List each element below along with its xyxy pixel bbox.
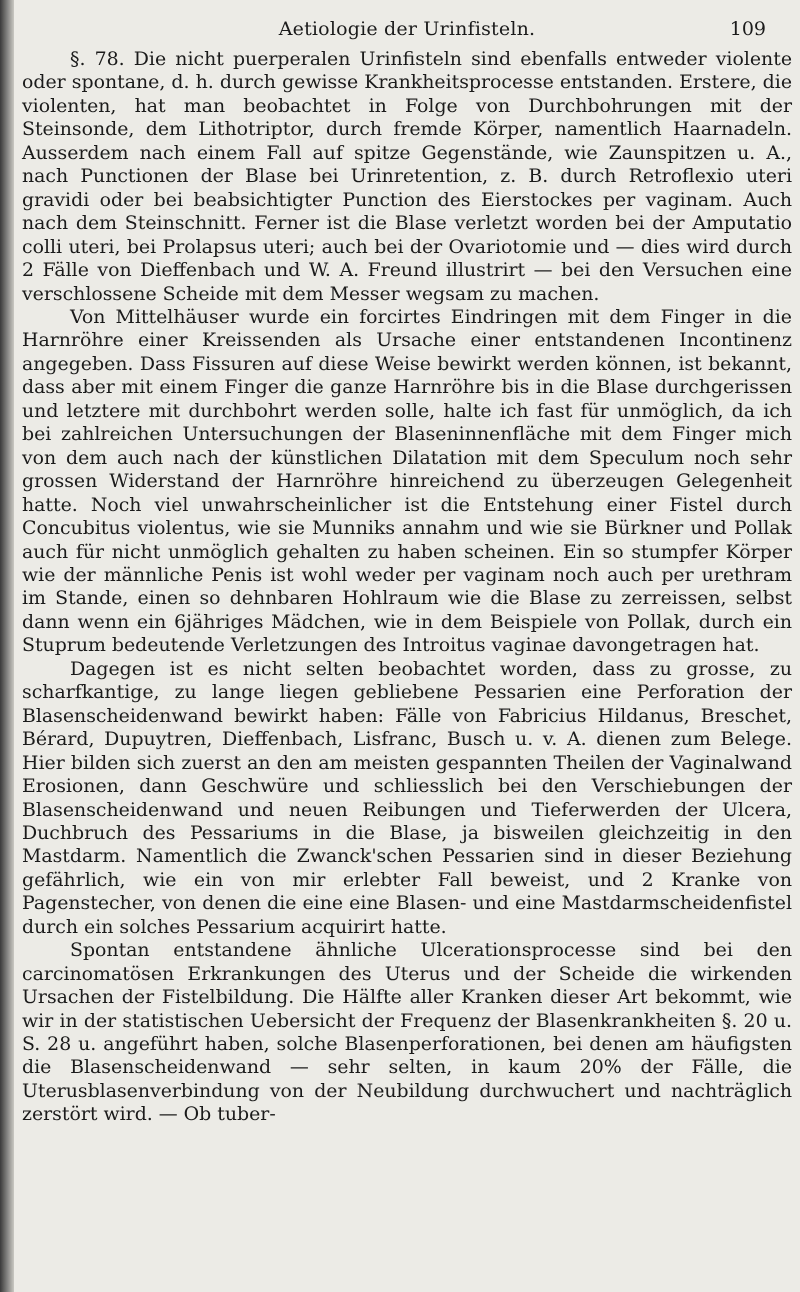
body-text [22, 48, 792, 1127]
paragraph-section-78: §. 78. Die nicht puerperalen Urinfisteln sind ebenfalls entweder violente oder spontane, d. h. durch gewisse Krankheitsprocesse entstanden. Erstere, die violenten, hat man beobachtet in Folge von Durchbohrungen mit der Steinsonde, dem Lithotriptor, durch fremde Körper, namentlich Haarnadeln. Ausserdem nach einem Fall auf spitze Gegenstände, wie Zaunspitzen u. A., nach Punctionen der Blase bei Urinretention, z. B. durch Retroflexio uteri gravidi oder bei beabsichtigter Punction des Eierstockes per vaginam. Auch nach dem Steinschnitt. Ferner ist die Blase verletzt worden bei der Amputatio colli uteri, bei Prolapsus uteri; auch bei der Ovariotomie und — dies wird durch 2 Fälle von Dieffenbach und W. A. Freund illustrirt — bei den Versuchen eine verschlossene Scheide mit dem Messer wegsam zu machen. [22, 48, 792, 305]
page-number: 109 [729, 18, 766, 40]
running-header [22, 14, 792, 48]
running-title: Aetiologie der Urinfisteln. [278, 18, 536, 40]
paragraph-spontan: Spontan entstandene ähnliche Ulcerationsprocesse sind bei den carcinomatösen Erkrankungen des Uterus und der Scheide die wirkenden Ursachen der Fistelbildung. Die Hälfte aller Kranken dieser Art bekommt, wie wir in der statistischen Uebersicht der Frequenz der Blasenkrankheiten §. 20 u. S. 28 u. angeführt haben, solche Blasenperforationen, bei denen am häufigsten die Blasenscheidenwand — sehr selten, in kaum 20% der Fälle, die Uterusblasenverbindung von der Neubildung durchwuchert und nachträglich zerstört wird. — Ob tuber- [22, 939, 792, 1126]
paragraph-mittelhaeuser: Von Mittelhäuser wurde ein forcirtes Eindringen mit dem Finger in die Harnröhre einer Kreissenden als Ursache einer entstandenen Incontinenz angegeben. Dass Fissuren auf diese Weise bewirkt werden können, ist bekannt, dass aber mit einem Finger die ganze Harnröhre bis in die Blase durchgerissen und letztere mit durchbohrt werden solle, halte ich fast für unmöglich, da ich bei zahlreichen Untersuchungen der Blaseninnenfläche mit dem Finger mich von dem auch nach der künstlichen Dilatation mit dem Speculum noch sehr grossen Widerstand der Harnröhre hinreichend zu überzeugen Gelegenheit hatte. Noch viel unwahrscheinlicher ist die Entstehung einer Fistel durch Concubitus violentus, wie sie Munniks annahm und wie sie Bürkner und Pollak auch für nicht unmöglich gehalten zu haben scheinen. Ein so stumpfer Körper wie der männliche Penis ist wohl weder per vaginam noch auch per urethram im Stande, einen so dehnbaren Hohlraum wie die Blase zu zerreissen, selbst dann wenn ein 6jähriges Mädchen, wie in dem Beispiele von Pollak, durch ein Stuprum bedeutende Verletzungen des Introitus vaginae davongetragen hat. [22, 305, 792, 657]
book-page [22, 14, 792, 1284]
paragraph-pessarien: Dagegen ist es nicht selten beobachtet worden, dass zu grosse, zu scharfkantige, zu lange liegen gebliebene Pessarien eine Perforation der Blasenscheidenwand bewirkt haben: Fälle von Fabricius Hildanus, Breschet, Bérard, Dupuytren, Dieffenbach, Lisfranc, Busch u. v. A. dienen zum Belege. Hier bilden sich zuerst an den am meisten gespannten Theilen der Vaginalwand Erosionen, dann Geschwüre und schliesslich bei den Verschiebungen der Blasenscheidenwand und neuen Reibungen und Tieferwerden der Ulcera, Duchbruch des Pessariums in die Blase, ja bisweilen gleichzeitig in den Mastdarm. Namentlich die Zwanck'schen Pessarien sind in dieser Beziehung gefährlich, wie ein von mir erlebter Fall beweist, und 2 Kranke von Pagenstecher, von denen die eine eine Blasen- und eine Mastdarmscheidenfistel durch ein solches Pessarium acquirirt hatte. [22, 657, 792, 938]
book-spine-edge [0, 0, 14, 1292]
